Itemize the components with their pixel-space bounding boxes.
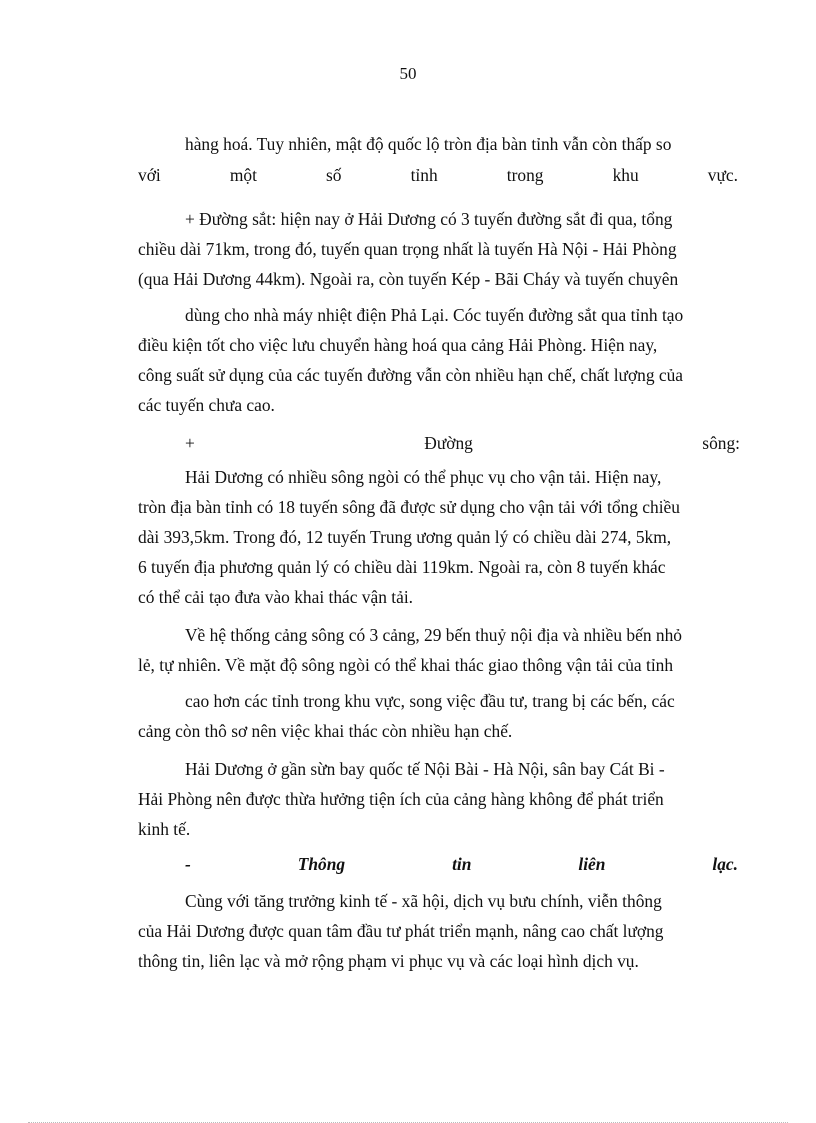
text-line: cảng còn thô sơ nên việc khai thác còn nhiều hạn chế. (138, 721, 513, 741)
section-heading (185, 853, 738, 875)
word: một (229, 165, 257, 185)
word: tỉnh (410, 165, 438, 185)
text-line: chiều dài 71km, trong đó, tuyến quan trọng nhất là tuyến Hà Nội - Hải Phòng (138, 239, 677, 259)
text-line: thông tin, liên lạc và mở rộng phạm vi phục vụ và các loại hình dịch vụ. (138, 951, 639, 971)
word: khu (612, 165, 639, 185)
text-line: có thể cải tạo đưa vào khai thác vận tải. (138, 587, 413, 607)
word: + (185, 433, 195, 453)
text-line: + Đường sắt: hiện nay ở Hải Dương có 3 tuyến đường sắt đi qua, tổng (185, 209, 673, 229)
word: - (185, 854, 191, 874)
text-line: kinh tế. (138, 819, 191, 839)
justified-line (185, 432, 740, 454)
word: Đường (424, 433, 473, 453)
text-line: (qua Hải Dương 44km). Ngoài ra, còn tuyến Kép - Bãi Cháy và tuyến chuyên (138, 269, 679, 289)
text-line: Hải Dương ở gần sừn bay quốc tế Nội Bài - Hà Nội, sân bay Cát Bi - (185, 759, 665, 779)
word: Thông (297, 854, 346, 874)
word: liên (578, 854, 606, 874)
justified-line (138, 164, 738, 186)
text-line: dài 393,5km. Trong đó, 12 tuyến Trung ương quản lý có chiều dài 274, 5km, (138, 527, 672, 547)
text-line: hàng hoá. Tuy nhiên, mật độ quốc lộ tròn địa bàn tỉnh vẫn còn thấp so (185, 134, 672, 154)
word: số (326, 165, 342, 185)
text-line: Hải Phòng nên được thừa hưởng tiện ích của cảng hàng không để phát triển (138, 789, 664, 809)
word: trong (506, 165, 544, 185)
text-line: các tuyến chưa cao. (138, 395, 275, 415)
word: với (138, 165, 161, 185)
word: tin (452, 854, 472, 874)
text-line: Hải Dương có nhiều sông ngòi có thể phục vụ cho vận tải. Hiện nay, (185, 467, 662, 487)
text-line: cao hơn các tỉnh trong khu vực, song việc đầu tư, trang bị các bến, các (185, 691, 675, 711)
word: sông: (702, 433, 740, 453)
text-line: 6 tuyến địa phương quản lý có chiều dài 119km. Ngoài ra, còn 8 tuyến khác (138, 557, 666, 577)
page-number: 50 (399, 64, 417, 83)
word: vực. (707, 165, 738, 185)
text-line: Về hệ thống cảng sông có 3 cảng, 29 bến thuỷ nội địa và nhiều bến nhỏ (185, 625, 682, 645)
word: lạc. (712, 854, 738, 874)
text-line: lẻ, tự nhiên. Về mặt độ sông ngòi có thể khai thác giao thông vận tải của tỉnh (138, 655, 674, 675)
text-line: của Hải Dương được quan tâm đầu tư phát triển mạnh, nâng cao chất lượng (138, 921, 664, 941)
text-line: công suất sử dụng của các tuyến đường vẫn còn nhiều hạn chế, chất lượng của (138, 365, 684, 385)
text-line: dùng cho nhà máy nhiệt điện Phả Lại. Cóc tuyến đường sắt qua tỉnh tạo (185, 305, 684, 325)
text-line: điều kiện tốt cho việc lưu chuyển hàng hoá qua cảng Hải Phòng. Hiện nay, (138, 335, 658, 355)
text-line: tròn địa bàn tỉnh có 18 tuyến sông đã được sử dụng cho vận tải với tổng chiều (138, 497, 680, 517)
text-line: Cùng với tăng trưởng kinh tế - xã hội, dịch vụ bưu chính, viễn thông (185, 891, 662, 911)
